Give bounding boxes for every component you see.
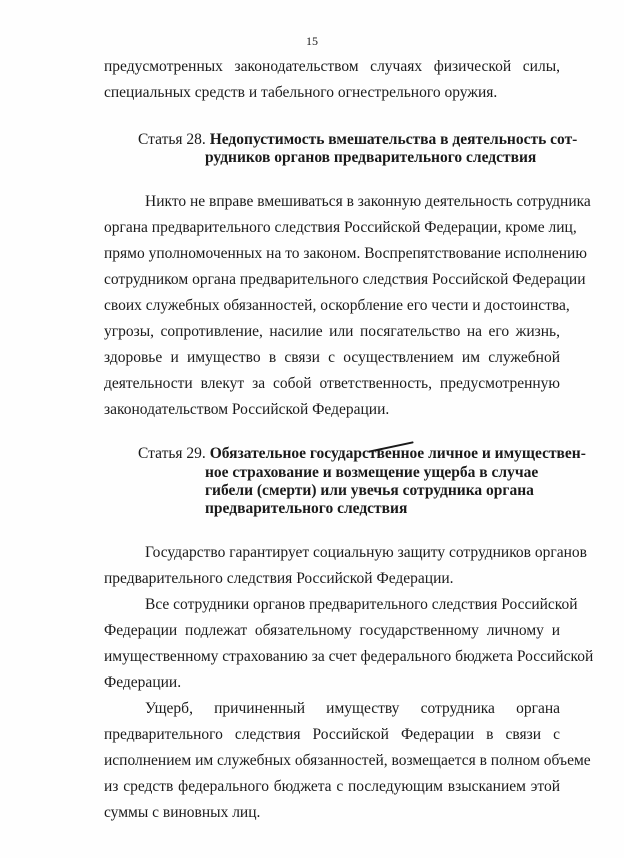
article-29-paragraph-line: Все сотрудники органов предварительного следствия Российской xyxy=(145,596,578,613)
article-29-label: Статья 29. xyxy=(138,445,206,462)
article-28-paragraph-line: здоровье и имущество в связи с осуществлением им служебной xyxy=(104,349,560,366)
article-28-paragraph-line: деятельности влекут за собой ответственность, предусмотренную xyxy=(104,375,560,392)
article-28-paragraph-line: угрозы, сопротивление, насилие или посягательство на его жизнь, xyxy=(104,323,560,340)
article-28-title-line-2: рудников органов предварительного следствия xyxy=(205,149,537,166)
article-28-heading xyxy=(138,131,578,149)
article-29-paragraph-line: предварительного следствия Российской Федерации в связи с xyxy=(104,726,560,743)
article-29-paragraph-line: из средств федерального бюджета с последующим взысканием этой xyxy=(104,778,560,795)
article-29-paragraph-line: Ущерб, причиненный имуществу сотрудника органа xyxy=(145,700,560,717)
intro-line: специальных средств и табельного огнестрельного оружия. xyxy=(104,84,498,101)
article-28-paragraph-line: сотрудником органа предварительного следствия Российской Федерации xyxy=(104,271,586,288)
article-29-paragraph-line: исполнением им служебных обязанностей, возмещается в полном объеме xyxy=(104,752,591,769)
article-29-paragraph-line: имущественному страхованию за счет федерального бюджета Российской xyxy=(104,648,594,665)
article-29-paragraph-line: Федерации. xyxy=(104,674,182,691)
article-28-paragraph-line: прямо уполномоченных на то законом. Воспрепятствование исполнению xyxy=(104,245,587,262)
article-29-title-line-1: Обязательное государственное личное и имуществен- xyxy=(209,445,586,462)
intro-line: предусмотренных законодательством случаях физической силы, xyxy=(104,58,560,75)
article-29-heading xyxy=(138,445,586,463)
article-28-paragraph-line: своих служебных обязанностей, оскорбление его чести и достоинства, xyxy=(104,297,570,314)
article-29-paragraph-line: суммы с виновных лиц. xyxy=(104,804,261,821)
article-28-paragraph-line: органа предварительного следствия Российской Федерации, кроме лиц, xyxy=(104,219,577,236)
article-29-paragraph-line: Федерации подлежат обязательному государственному личному и xyxy=(104,622,560,639)
article-29-title-line-2: ное страхование и возмещение ущерба в случае xyxy=(205,464,539,481)
page-number: 15 xyxy=(306,34,318,48)
article-28-title-line-1: Недопустимость вмешательства в деятельность сот- xyxy=(209,131,578,148)
article-28-paragraph-line: законодательством Российской Федерации. xyxy=(104,401,390,418)
article-28-paragraph-line: Никто не вправе вмешиваться в законную деятельность сотрудника xyxy=(145,193,591,210)
article-29-paragraph-line: Государство гарантирует социальную защиту сотрудников органов xyxy=(145,544,587,561)
article-29-paragraph-line: предварительного следствия Российской Федерации. xyxy=(104,570,454,587)
article-29-title-line-3: гибели (смерти) или увечья сотрудника органа xyxy=(205,482,534,499)
article-29-title-line-4: предварительного следствия xyxy=(205,500,408,517)
article-28-label: Статья 28. xyxy=(138,131,206,148)
